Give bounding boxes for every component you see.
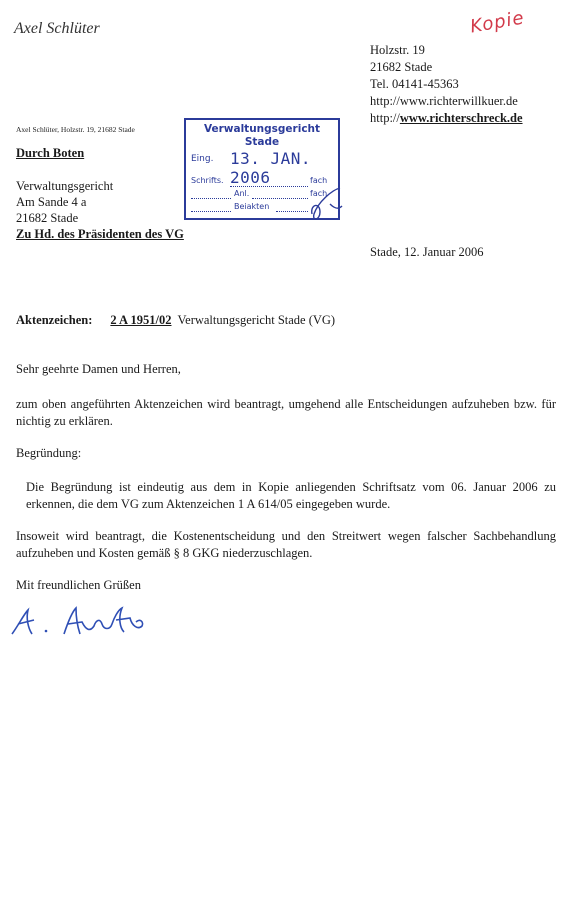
stamp-dotted-line <box>191 198 231 199</box>
handwritten-signature <box>6 600 156 640</box>
delivery-method: Durch Boten <box>16 146 85 160</box>
body-paragraph-2: Die Begründung ist eindeutig aus dem in Kopie anliegenden Schriftsatz vom 06. Januar 2006 zu erkennen, die dem VG zum Aktenzeichen 1 A 614/05 eingegeben wurde. <box>26 480 556 511</box>
sender-phone: Tel. 04141-45363 <box>370 77 459 91</box>
sender-url-2-prefix: http:// <box>370 111 400 125</box>
stamp-row-schrifts: Schrifts. <box>191 176 224 185</box>
stamp-row-anl: Anl. <box>234 189 250 198</box>
reference-label: Aktenzeichen: <box>16 313 93 327</box>
reference-court: Verwaltungsgericht Stade (VG) <box>177 313 336 327</box>
letterhead-name: Axel Schlüter <box>14 20 100 37</box>
sender-url-1: http://www.richterwillkuer.de <box>370 94 518 108</box>
body-paragraph-1: zum oben angeführten Aktenzeichen wird beantragt, umgehend alle Entscheidungen aufzuheben bzw. für nichtig zu erklären. <box>16 397 556 428</box>
reference-number: 2 A 1951/02 <box>110 313 172 327</box>
sender-address-block <box>370 42 523 127</box>
handwritten-check-mark <box>306 184 346 226</box>
recipient-line-3: 21682 Stade <box>16 211 79 225</box>
salutation: Sehr geehrte Damen und Herren, <box>16 362 181 376</box>
recipient-attention: Zu Hd. des Präsidenten des VG <box>16 227 184 241</box>
return-address-line: Axel Schlüter, Holzstr. 19, 21682 Stade <box>16 125 135 134</box>
sender-street: Holzstr. 19 <box>370 43 425 57</box>
copy-mark: Kopie <box>468 7 527 38</box>
stamp-city: Stade <box>244 136 280 148</box>
stamp-received-date: 13. JAN. 2006 <box>230 149 312 187</box>
recipient-line-1: Verwaltungsgericht <box>16 179 114 193</box>
reason-label: Begründung: <box>16 446 82 460</box>
stamp-row-beiakten: Beiakten <box>234 202 270 211</box>
stamp-received-label: Eing. <box>191 154 214 164</box>
stamp-row-fach-2: fach <box>310 189 328 198</box>
reference-line <box>16 313 335 328</box>
body-paragraph-3: Insoweit wird beantragt, die Kostenentscheidung und den Streitwert wegen falscher Sachbehandlung aufzuheben und Kosten gemäß § 8 GKG niederzuschlagen. <box>16 529 556 560</box>
stamp-dotted-line <box>276 211 308 212</box>
sender-url-2-domain: www.richterschreck.de <box>399 111 523 125</box>
stamp-title: Verwaltungsgericht <box>203 123 321 135</box>
stamp-dotted-line <box>252 198 308 199</box>
stamp-row-fach-1: fach <box>310 176 328 185</box>
sender-url-2 <box>370 110 523 127</box>
letter-date: Stade, 12. Januar 2006 <box>370 245 484 259</box>
stamp-dotted-line <box>191 211 231 212</box>
recipient-address <box>16 178 184 242</box>
sender-city: 21682 Stade <box>370 60 433 74</box>
stamp-dotted-line <box>230 186 308 187</box>
recipient-line-2: Am Sande 4 a <box>16 195 87 209</box>
closing-phrase: Mit freundlichen Grüßen <box>16 578 141 592</box>
